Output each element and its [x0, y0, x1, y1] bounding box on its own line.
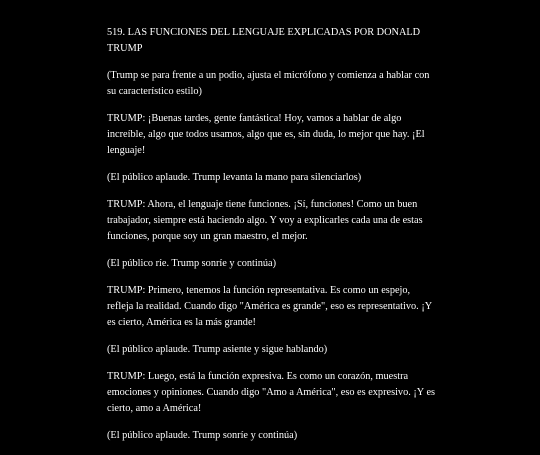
paragraph-stage-direction: (El público ríe. Trump sonríe y continúa) — [107, 258, 277, 269]
paragraph-dialogue: TRUMP: Luego, está la función expresiva. Es como un corazón, muestra emociones y opiniones. Cuando digo "Amo a América", eso es expresivo. ¡Y es cierto, amo a América! — [107, 371, 436, 414]
paragraph-dialogue: TRUMP: ¡Buenas tardes, gente fantástica! Hoy, vamos a hablar de algo increíble, algo que todos usamos, algo que es, sin duda, lo mejor que hay. ¡El lenguaje! — [107, 113, 425, 156]
paragraph-stage-direction: (El público aplaude. Trump sonríe y continúa) — [107, 430, 298, 441]
paragraph-dialogue: TRUMP: Ahora, el lenguaje tiene funciones. ¡Sí, funciones! Como un buen trabajador, siempre está haciendo algo. Y voy a explicarles cada una de estas funciones, porque soy un gran maestro, el mejor. — [107, 199, 423, 242]
paragraph-stage-direction: (El público aplaude. Trump asiente y sigue hablando) — [107, 344, 328, 355]
document-body — [107, 25, 437, 455]
document-title: 519. LAS FUNCIONES DEL LENGUAJE EXPLICADAS POR DONALD TRUMP — [107, 27, 421, 54]
paragraph-dialogue: TRUMP: Primero, tenemos la función representativa. Es como un espejo, refleja la realidad. Cuando digo "América es grande", eso es representativo. ¡Y es cierto, América es la más grande! — [107, 285, 432, 328]
paragraph-stage-direction: (El público aplaude. Trump levanta la mano para silenciarlos) — [107, 172, 362, 183]
paragraph-stage-direction: (Trump se para frente a un podio, ajusta el micrófono y comienza a hablar con su característico estilo) — [107, 70, 430, 97]
